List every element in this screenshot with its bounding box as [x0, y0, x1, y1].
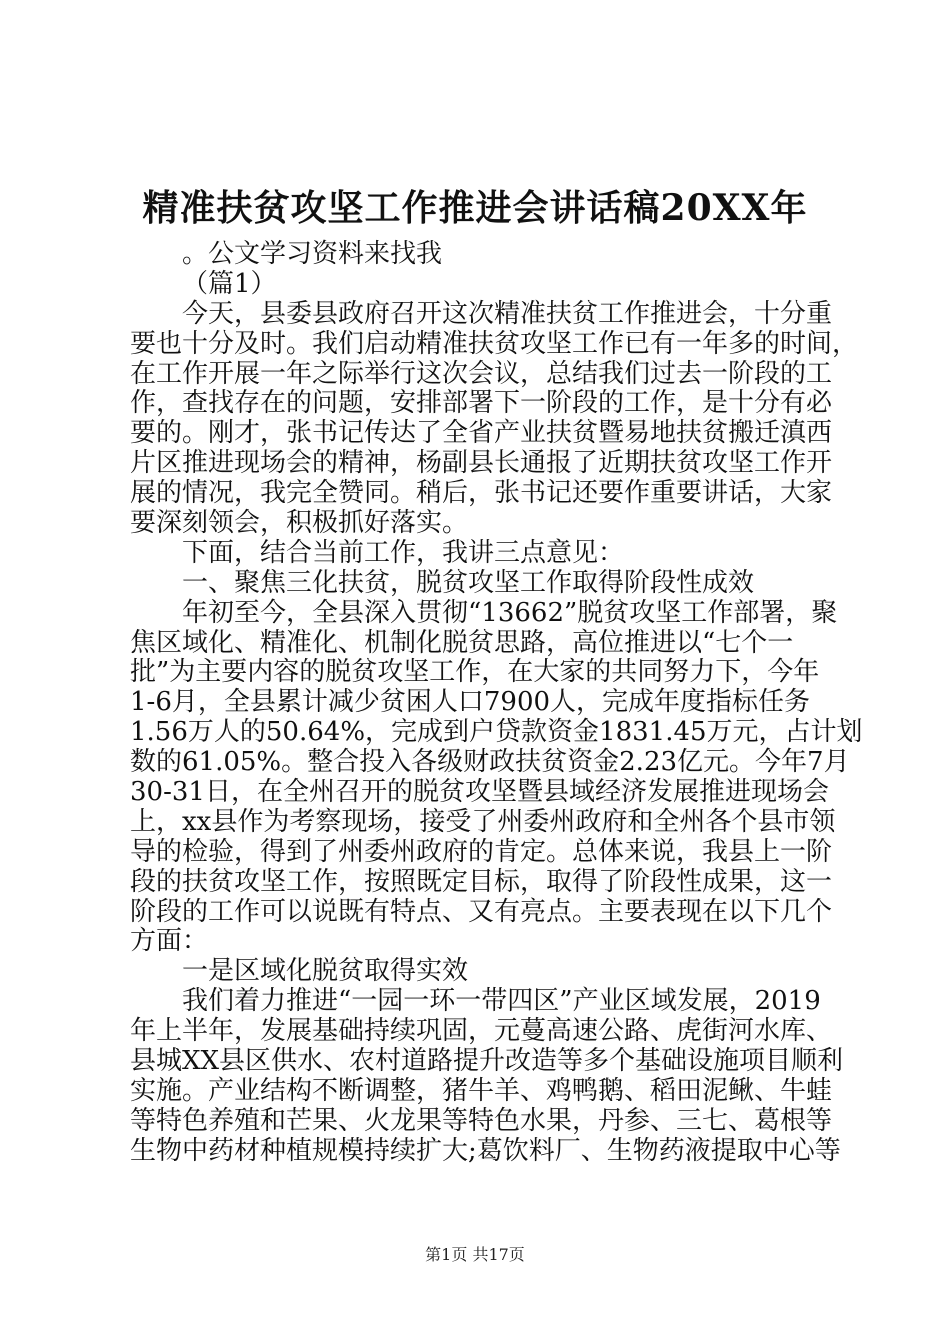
body-line: 数的61.05%。整合投入各级财政扶贫资金2.23亿元。今年7月: [130, 747, 850, 778]
body-line: 焦区域化、精准化、机制化脱贫思路，高位推进以“七个一: [130, 627, 794, 658]
body-line: 等特色养殖和芒果、火龙果等特色水果，丹参、三七、葛根等: [130, 1105, 833, 1136]
body-line: 实施。产业结构不断调整，猪牛羊、鸡鸭鹅、稻田泥鳅、牛蛙: [130, 1075, 833, 1106]
body-line: 段的扶贫攻坚工作，按照既定目标，取得了阶段性成果，这一: [130, 866, 833, 897]
body-line: 我们着力推进“一园一环一带四区”产业区域发展，2019: [182, 986, 821, 1017]
body-line: 30-31日，在全州召开的脱贫攻坚暨县域经济发展推进现场会: [130, 777, 829, 808]
body-line: 片区推进现场会的精神，杨副县长通报了近期扶贫攻坚工作开: [130, 448, 833, 479]
body-line: 作，查找存在的问题，安排部署下一阶段的工作，是十分有必: [130, 388, 833, 419]
body-line: 导的检验，得到了州委州政府的肯定。总体来说，我县上一阶: [130, 836, 833, 867]
body-line: 年初至今，全县深入贯彻“13662”脱贫攻坚工作部署，聚: [182, 597, 838, 628]
subsection-heading: 一是区域化脱贫取得实效: [182, 956, 469, 987]
body-line: 阶段的工作可以说既有特点、又有亮点。主要表现在以下几个: [130, 896, 833, 927]
body-line: 。公文学习资料来找我: [182, 239, 443, 269]
section-heading: 一、聚焦三化扶贫，脱贫攻坚工作取得阶段性成效: [182, 567, 755, 598]
body-line: 要也十分及时。我们启动精准扶贫攻坚工作已有一年多的时间，: [130, 328, 859, 359]
body-line: 1-6月，全县累计减少贫困人口7900人，完成年度指标任务: [130, 687, 811, 718]
document-body: [130, 239, 863, 1167]
body-line: 年上半年，发展基础持续巩固，元蔓高速公路、虎街河水库、: [130, 1016, 833, 1047]
body-line: 上，xx县作为考察现场，接受了州委州政府和全州各个县市领: [130, 806, 836, 837]
body-line: 在工作开展一年之际举行这次会议，总结我们过去一阶段的工: [130, 358, 833, 389]
body-line: 方面：: [130, 926, 209, 957]
body-line: 批”为主要内容的脱贫攻坚工作，在大家的共同努力下，今年: [130, 657, 820, 688]
document-title: 精准扶贫攻坚工作推进会讲话稿20XX年: [142, 187, 808, 229]
body-line: 今天，县委县政府召开这次精准扶贫工作推进会，十分重: [182, 298, 833, 329]
body-line: 要的。刚才，张书记传达了全省产业扶贫暨易地扶贫搬迁滇西: [130, 418, 833, 449]
body-line: 要深刻领会，积极抓好落实。: [130, 508, 469, 539]
body-line: 县城XX县区供水、农村道路提升改造等多个基础设施项目顺利: [130, 1046, 844, 1077]
page-footer: 第1页 共17页: [425, 1245, 525, 1264]
body-line: （篇1）: [182, 268, 277, 299]
body-line: 1.56万人的50.64%，完成到户贷款资金1831.45万元，占计划: [130, 717, 863, 748]
body-line: 展的情况，我完全赞同。稍后，张书记还要作重要讲话，大家: [130, 478, 833, 509]
body-line: 下面，结合当前工作，我讲三点意见：: [182, 537, 625, 568]
body-line: 生物中药材种植规模持续扩大;葛饮料厂、生物药液提取中心等: [130, 1135, 841, 1166]
